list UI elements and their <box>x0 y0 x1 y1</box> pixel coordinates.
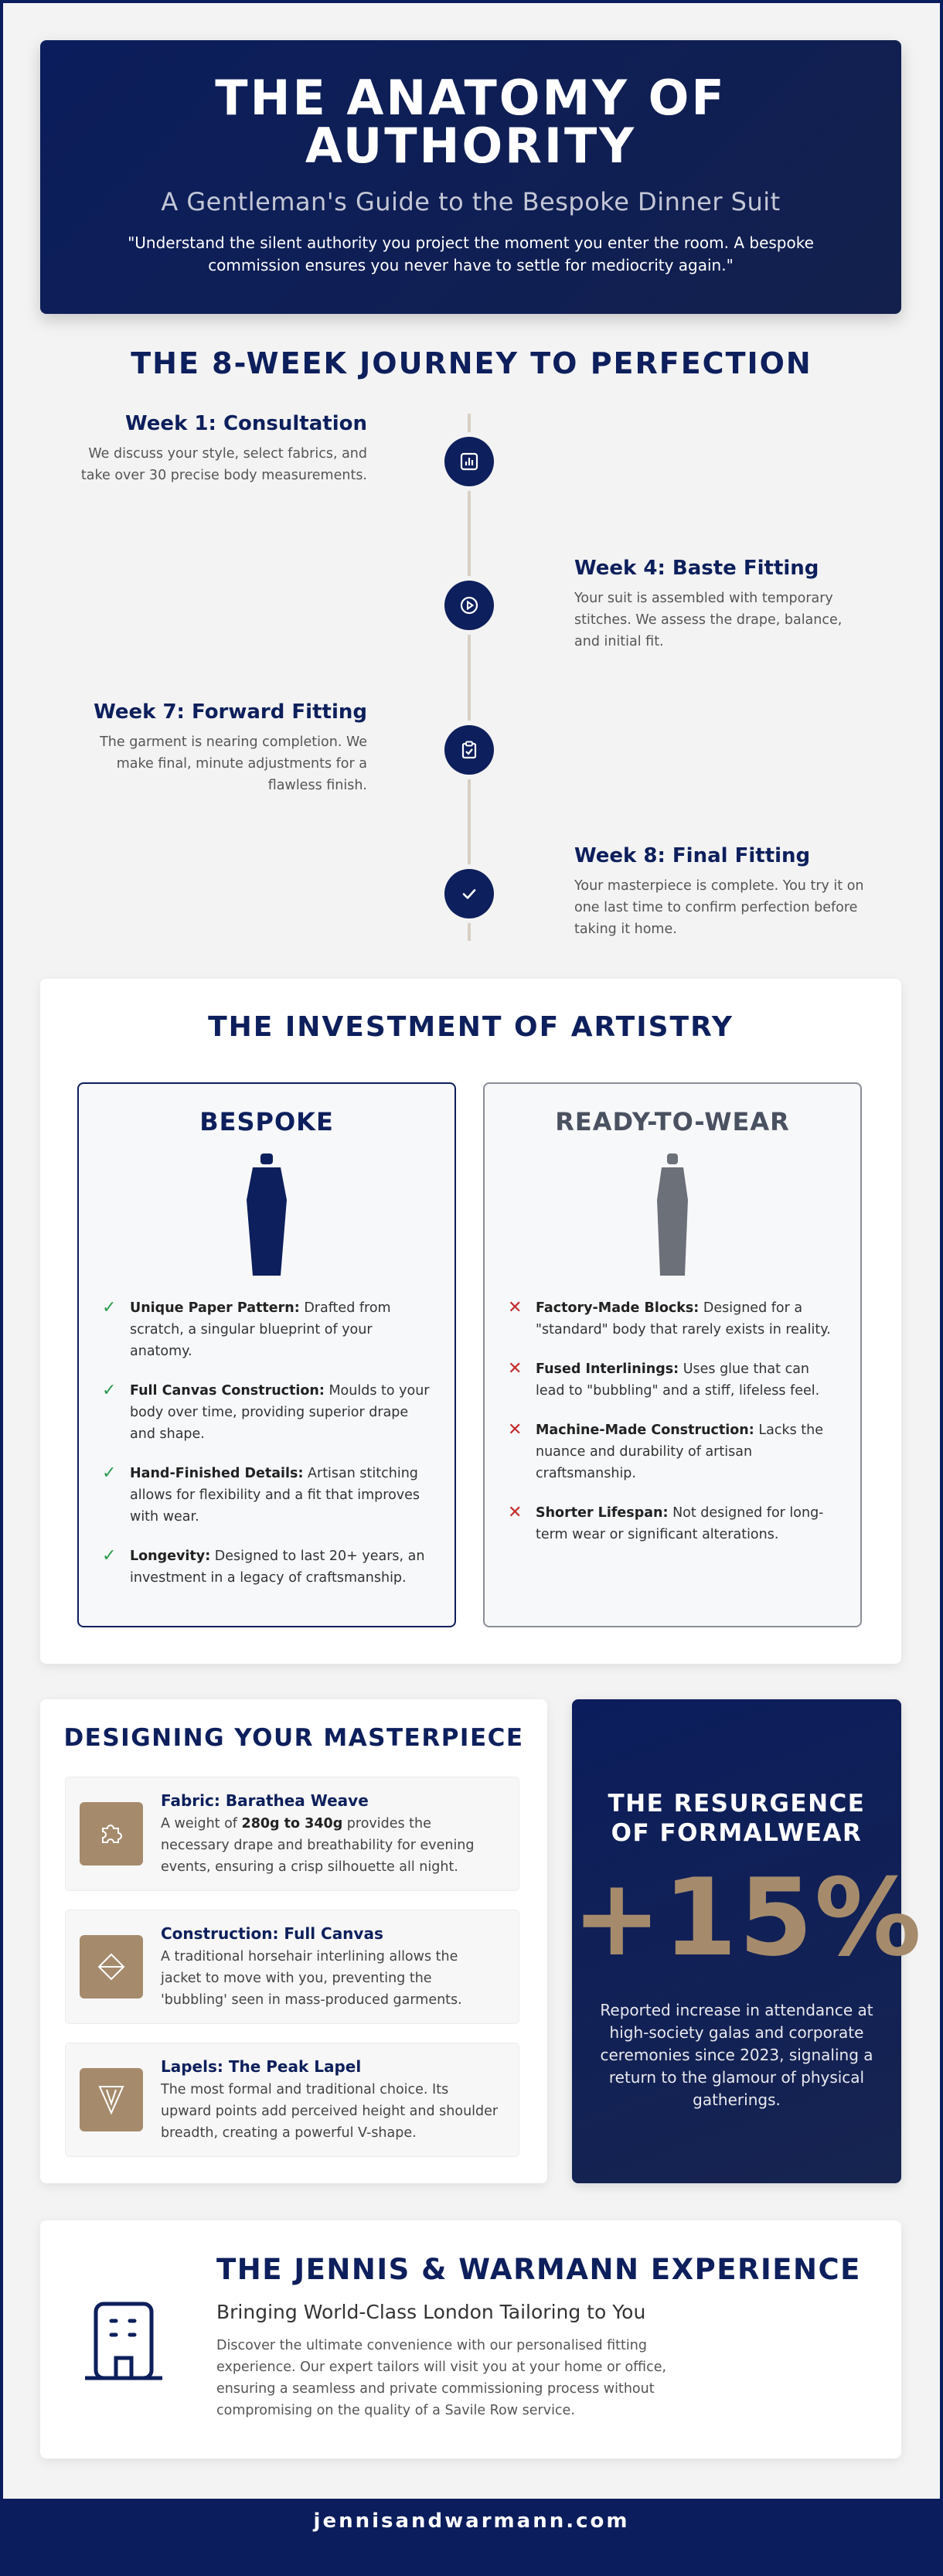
timeline-line <box>468 414 471 941</box>
timeline-step-week7 <box>73 700 367 796</box>
timeline-step-text: We discuss your style, select fabrics, and take over 30 precise body measurements. <box>80 446 367 483</box>
stat-panel <box>572 1699 923 2183</box>
feature-text: A traditional horsehair interlining allows the jacket to move with you, preventing the 'bubbling' seen in mass-produced garments. <box>161 1949 462 2008</box>
clipboard-check-icon <box>458 739 480 761</box>
timeline-step-title: Week 8: Final Fitting <box>574 844 811 867</box>
footer-url-link[interactable]: jennisandwarmann.com <box>313 2510 630 2533</box>
lapel-icon <box>80 2068 143 2131</box>
ready-to-wear-suit-figure-icon <box>655 1153 689 1277</box>
cross-icon: ✕ <box>508 1359 523 1378</box>
timeline-step-week1 <box>73 412 367 486</box>
list-item: ✓ Hand-Finished Details: Artisan stitching allows for flexibility and a fit that improves with wear. <box>102 1463 420 1525</box>
timeline-step-text: Your masterpiece is complete. You try it on one last time to confirm perfection before taking it home. <box>574 878 864 937</box>
hero-title-line2: AUTHORITY <box>305 118 637 174</box>
stat-value: +15% <box>572 1855 923 1980</box>
list-item: ✕ Fused Interlinings: Uses glue that can lead to "bubbling" and a stiff, lifeless feel. <box>508 1359 820 1399</box>
bespoke-suit-figure-icon <box>243 1153 290 1277</box>
list-item: ✓ Full Canvas Construction: Moulds to your body over time, providing superior drape and shape. <box>102 1381 430 1442</box>
timeline-dot-week8 <box>444 869 494 918</box>
timeline-step-week8 <box>574 844 868 940</box>
stat-title: THE RESURGENCE OF FORMALWEAR <box>608 1790 866 1847</box>
check-icon: ✓ <box>102 1298 117 1317</box>
bespoke-points-list <box>102 1297 431 1589</box>
check-icon: ✓ <box>102 1381 117 1400</box>
timeline-step-week4 <box>574 557 868 653</box>
list-item: ✕ Machine-Made Construction: Lacks the nuance and durability of artisan craftsmanship. <box>508 1420 823 1481</box>
feature-text: The most formal and traditional choice. Its upward points add perceived height and shoulder breadth, creating a powerful V-shape. <box>161 2082 499 2141</box>
list-item: ✕ Factory-Made Blocks: Designed for a "standard" body that rarely exists in reality. <box>508 1298 831 1337</box>
ready-to-wear-heading: READY-TO-WEAR <box>555 1107 790 1136</box>
bespoke-panel <box>77 1082 456 1627</box>
timeline-step-text: The garment is nearing completion. We make final, minute adjustments for a flawless finish. <box>100 734 367 793</box>
timeline-step-title: Week 4: Baste Fitting <box>574 557 819 580</box>
investment-title: THE INVESTMENT OF ARTISTRY <box>208 1011 734 1043</box>
ready-to-wear-points-list <box>508 1297 837 1545</box>
hero-title-line1: THE ANATOMY OF <box>215 70 727 126</box>
timeline-dot-week7 <box>444 725 494 775</box>
timeline-step-text: Your suit is assembled with temporary stitches. We assess the drape, balance, and initial fit. <box>574 591 843 649</box>
play-icon <box>458 595 480 616</box>
feature-title: Construction: Full Canvas <box>161 1924 383 1943</box>
experience-text: Discover the ultimate convenience with our personalised fitting experience. Our expert tailors will visit you at your home or office, ensuring a seamless and private commissioning process without compromising on the quality of a Savile Row service. <box>216 2338 667 2418</box>
feature-construction <box>65 1910 519 2024</box>
design-title: DESIGNING YOUR MASTERPIECE <box>63 1724 524 1752</box>
timeline-dot-week1 <box>444 437 494 486</box>
cross-icon: ✕ <box>508 1298 523 1317</box>
hero-title <box>40 70 901 174</box>
hero-banner <box>40 40 901 314</box>
cross-icon: ✕ <box>508 1503 523 1522</box>
building-icon <box>85 2301 162 2381</box>
hero-subtitle: A Gentleman's Guide to the Bespoke Dinner Suit <box>161 187 781 216</box>
chart-icon <box>458 451 480 472</box>
timeline-step-title: Week 7: Forward Fitting <box>94 700 367 724</box>
journey-title: THE 8-WEEK JOURNEY TO PERFECTION <box>131 346 812 380</box>
experience-subtitle: Bringing World-Class London Tailoring to You <box>216 2301 646 2323</box>
diamond-layers-icon <box>80 1935 143 1998</box>
list-item: ✓ Longevity: Designed to last 20+ years, an investment in a legacy of craftsmanship. <box>102 1546 425 1586</box>
list-item: ✕ Shorter Lifespan: Not designed for long-term wear or significant alterations. <box>508 1503 824 1542</box>
feature-lapels <box>65 2043 519 2157</box>
puzzle-icon <box>80 1802 143 1866</box>
feature-fabric <box>65 1777 519 1891</box>
check-icon: ✓ <box>102 1546 117 1566</box>
feature-text: A weight of 280g to 340g provides the necessary drape and breathability for evening events, ensuring a crisp silhouette all night. <box>161 1816 475 1875</box>
timeline-dot-week4 <box>444 581 494 630</box>
list-item: ✓ Unique Paper Pattern: Drafted from scratch, a singular blueprint of your anatomy. <box>102 1298 391 1359</box>
investment-card <box>40 979 901 1664</box>
experience-card <box>40 2220 901 2458</box>
feature-title: Lapels: The Peak Lapel <box>161 2057 362 2076</box>
bespoke-heading: BESPOKE <box>199 1107 334 1136</box>
stat-text: Reported increase in attendance at high-society galas and corporate ceremonies since 2023, signaling a return to the glamour of physical gatherings. <box>600 2001 873 2109</box>
check-icon: ✓ <box>102 1463 117 1483</box>
feature-title: Fabric: Barathea Weave <box>161 1791 369 1810</box>
hero-quote: "Understand the silent authority you project the moment you enter the room. A bespoke commission ensures you never have to settle for mediocrity again." <box>128 233 814 274</box>
cross-icon: ✕ <box>508 1420 523 1440</box>
timeline-step-title: Week 1: Consultation <box>125 412 367 435</box>
design-card <box>40 1699 547 2183</box>
experience-title: THE JENNIS & WARMANN EXPERIENCE <box>216 2253 861 2286</box>
ready-to-wear-panel <box>483 1082 862 1627</box>
check-icon <box>458 883 480 905</box>
